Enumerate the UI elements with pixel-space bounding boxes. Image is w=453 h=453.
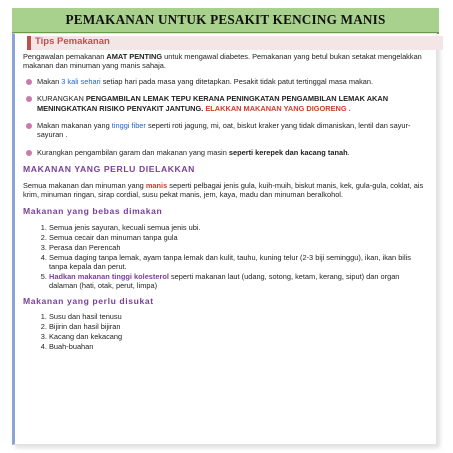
- bullet-dot-icon: [26, 79, 32, 85]
- tip-highlight: 3 kali sehari: [61, 76, 101, 86]
- tip-item: [23, 94, 427, 113]
- page-title: PEMAKANAN UNTUK PESAKIT KENCING MANIS: [65, 12, 386, 27]
- section-heading-avoid: MAKANAN YANG PERLU DIELAKKAN: [23, 164, 195, 175]
- list-item: 1. Semua jenis sayuran, kecuali semua jenis ubi.: [49, 223, 427, 232]
- tip-emphasis: PENGAMBILAN LEMAK TEPU KERANA PENINGKATAN PENGAMBILAN LEMAK AKAN MENINGKATKAN RISIKO PENYAKIT JANTUNG.: [37, 94, 389, 113]
- list-item: 3. Perasa dan Perencah: [49, 243, 427, 252]
- tip-item: [23, 121, 427, 140]
- list-item-text: seperti makanan laut (udang, sotong, ketam, kerang, siput) dan organ dalaman (hati, otak, perut, limpa): [49, 271, 400, 291]
- list-item-emphasis: Hadkan makanan tinggi kolesterol: [49, 271, 169, 281]
- tip-warning: ELAKKAN MAKANAN YANG DIGORENG .: [203, 103, 351, 113]
- list-item: 4. Semua daging tanpa lemak, ayam tanpa lemak dan kulit, tauhu, kuning telur (2-3 biji seminggu), ikan, ikan bilis tanpa kepala dan perut.: [49, 253, 427, 272]
- content-frame: [12, 33, 437, 445]
- avoid-highlight: manis: [145, 180, 168, 190]
- tip-item: [23, 148, 427, 157]
- intro-text-end: untuk mengawal diabetes. Pemakanan yang betul bukan setakat mengelakkan makanan dan minuman yang manis sahaja.: [23, 52, 422, 71]
- bullet-dot-icon: [26, 123, 32, 129]
- free-food-list: [23, 223, 427, 291]
- list-item: 2. Bijirin dan hasil bijiran: [49, 322, 427, 331]
- tip-text: Kurangkan pengambilan garam dan makanan yang masin: [37, 147, 229, 157]
- intro-paragraph: [23, 52, 427, 71]
- section-heading-measured: Makanan yang perlu disukat: [23, 295, 154, 306]
- content-body: [23, 52, 427, 357]
- tip-item: [23, 77, 427, 86]
- avoid-text-end: seperti pelbagai jenis gula, kuih-muih, biskut manis, kek, gula-gula, coklat, ais krim, minuman ringan, sirap cordial, susu pekat manis, jem, kaya, madu dan minuman beralkohol.: [23, 180, 424, 200]
- tip-text-end: .: [347, 147, 350, 157]
- avoid-text: Semua makanan dan minuman yang: [23, 180, 146, 190]
- section-heading-free: Makanan yang bebas dimakan: [23, 206, 163, 217]
- bullet-dot-icon: [26, 150, 32, 156]
- intro-emphasis: AMAT PENTING: [106, 52, 163, 61]
- tips-heading-bar: [27, 36, 443, 50]
- list-item: 3. Kacang dan kekacang: [49, 332, 427, 341]
- list-item: [49, 272, 427, 291]
- tip-text: Makan: [37, 76, 62, 86]
- tip-text: Makan makanan yang: [37, 121, 112, 131]
- list-item: 4. Buah-buahan: [49, 342, 427, 351]
- tips-list: [23, 77, 427, 157]
- tips-heading: Tips Pemakanan: [35, 36, 110, 47]
- tip-highlight: tinggi fiber: [111, 121, 146, 131]
- list-item: 2. Semua cecair dan minuman tanpa gula: [49, 233, 427, 242]
- tip-text-end: seperti roti jagung, mi, oat, biskut kraker yang tidak dimaniskan, lentil dan sayur-sayuran .: [37, 121, 411, 140]
- tip-text: KURANGKAN: [37, 94, 86, 104]
- intro-text: Pengawalan pemakanan: [23, 52, 107, 61]
- measured-food-list: [23, 312, 427, 351]
- tip-text-end: setiap hari pada masa yang ditetapkan. Pesakit tidak patut tertinggal masa makan.: [100, 76, 374, 86]
- title-banner: [12, 8, 439, 34]
- avoid-paragraph: [23, 181, 427, 200]
- list-item: 1. Susu dan hasil tenusu: [49, 312, 427, 321]
- tip-emphasis: seperti kerepek dan kacang tanah: [228, 147, 348, 157]
- bullet-dot-icon: [26, 96, 32, 102]
